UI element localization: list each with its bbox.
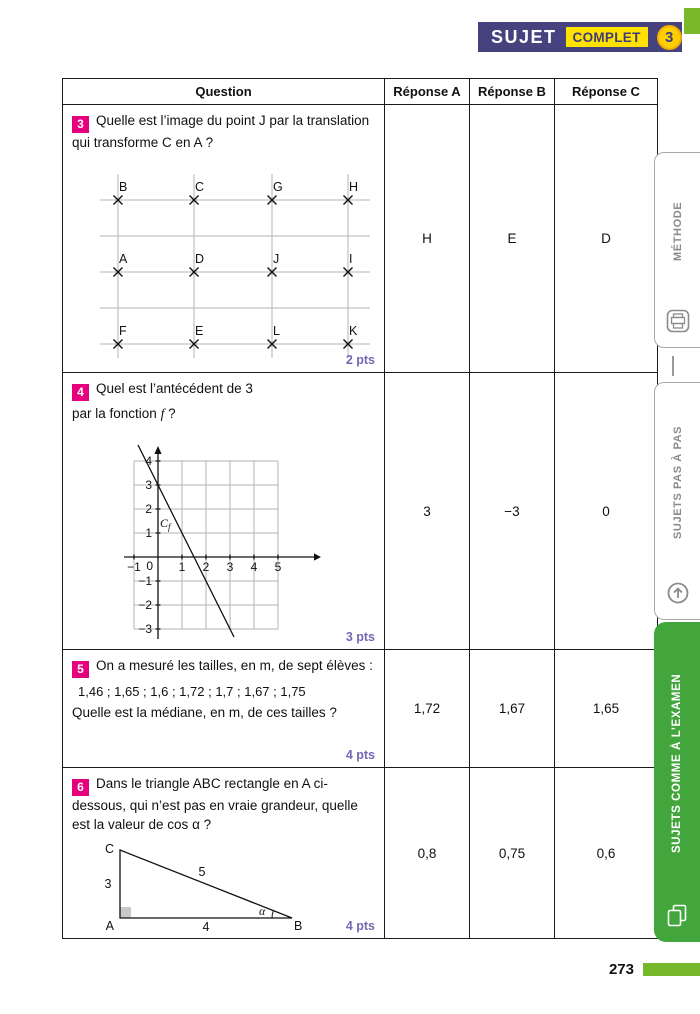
question-cell-q5: [63, 650, 385, 768]
vertex-label-b: B: [294, 919, 303, 934]
graph-grid-lines: [134, 461, 278, 629]
angle-label: α: [259, 904, 266, 919]
answer-a-q3: H: [385, 105, 470, 373]
y-tick-label: −1: [138, 574, 152, 589]
answer-c-q5: 1,65: [555, 650, 658, 768]
answer-a-q6: 0,8: [385, 768, 470, 939]
tab-divider-mark: [672, 356, 674, 376]
x-tick-label: 4: [250, 560, 258, 575]
point-label: K: [349, 324, 358, 339]
points-label: 4 pts: [345, 748, 375, 763]
question-text-q4-line1: [72, 379, 376, 401]
points-label: 4 pts: [345, 919, 375, 934]
question-cell-q6: [63, 768, 385, 939]
point-label: L: [273, 324, 280, 339]
curve-label-main: C: [160, 516, 169, 531]
printer-icon: [666, 309, 690, 338]
function-variable: f: [160, 406, 165, 421]
side-label-left: 3: [104, 877, 112, 892]
side-tab-methode: [654, 152, 700, 348]
translation-grid-figure: [88, 160, 376, 365]
side-tab-label: SUJETS COMME À L’EXAMEN: [671, 673, 683, 853]
side-label-hypotenuse: 5: [198, 865, 206, 880]
question-text-q4-line2: [72, 404, 376, 423]
right-angle-marker: [120, 907, 131, 918]
curve-label: [160, 516, 172, 532]
question-text-q5-line1: [72, 656, 376, 678]
answer-b-q4: −3: [470, 373, 555, 650]
points-label: 3 pts: [345, 630, 375, 645]
y-tick-label: 1: [145, 526, 152, 541]
green-corner-mark: [684, 8, 700, 34]
question-number-badge: 3: [72, 116, 89, 133]
point-label: A: [119, 252, 128, 267]
question-text: ?: [164, 406, 176, 421]
grid-lines: [100, 174, 370, 358]
col-header-reponse-b: Réponse B: [470, 79, 555, 105]
question-number-badge: 5: [72, 661, 89, 678]
right-triangle-figure: [82, 836, 317, 934]
function-line: [138, 445, 234, 637]
answer-a-q4: 3: [385, 373, 470, 650]
table-row-q6: [63, 768, 658, 939]
x-tick-label: 3: [226, 560, 234, 575]
question-cell-q4: [63, 373, 385, 650]
y-tick-label: −2: [138, 598, 152, 613]
question-text: par la fonction: [72, 406, 161, 421]
function-graph-figure: [116, 427, 336, 645]
table-header-row: [63, 79, 658, 105]
point-label: E: [195, 324, 204, 339]
y-axis-arrow: [154, 446, 161, 454]
answer-a-q5: 1,72: [385, 650, 470, 768]
x-axis-arrow: [314, 554, 321, 561]
question-text-q6: [72, 774, 376, 834]
table-row-q4: [63, 373, 658, 650]
answer-c-q3: D: [555, 105, 658, 373]
y-tick-label: 4: [145, 454, 152, 469]
question-text: Quel est l’antécédent de 3: [96, 381, 253, 396]
documents-icon: [666, 904, 688, 933]
x-tick-label: 5: [274, 560, 282, 575]
col-header-question: Question: [63, 79, 385, 105]
triangle-outline: [120, 850, 292, 918]
footer-green-bar: [643, 963, 700, 976]
x-tick-label: −1: [127, 560, 141, 575]
header-sujet-label: SUJET: [491, 26, 557, 47]
question-text-q3: [72, 111, 376, 152]
y-tick-label: 2: [145, 502, 152, 517]
point-label: I: [349, 252, 353, 267]
curve-label-sub: f: [168, 522, 171, 533]
y-tick-label: 3: [145, 478, 152, 493]
arrow-up-circle-icon: [666, 581, 690, 610]
side-label-bottom: 4: [202, 920, 210, 935]
point-label: G: [273, 180, 283, 195]
side-tab-sujets-pas-a-pas: [654, 382, 700, 620]
table-row-q3: [63, 105, 658, 373]
origin-label: 0: [146, 559, 153, 574]
question-text-q5-line3: Quelle est la médiane, en m, de ces tailles ?: [72, 705, 337, 721]
question-text: On a mesuré les tailles, en m, de sept élèves :: [96, 658, 373, 674]
point-label: H: [349, 180, 359, 195]
question-cell-q3: [63, 105, 385, 373]
point-label: F: [119, 324, 127, 339]
answer-c-q4: 0: [555, 373, 658, 650]
question-text: Dans le triangle ABC rectangle en A ci-dessous, qui n’est pas en vraie grandeur, quelle est la valeur de cos α ?: [72, 776, 358, 833]
point-label: C: [195, 180, 205, 195]
answer-b-q6: 0,75: [470, 768, 555, 939]
side-tab-sujets-examen: [654, 622, 700, 942]
question-text: Quelle est l’image du point J par la translation qui transforme C en A ?: [72, 113, 370, 150]
header-band: [478, 22, 682, 52]
header-complet-badge: COMPLET: [566, 27, 648, 47]
angle-arc: [272, 911, 273, 918]
answer-b-q3: E: [470, 105, 555, 373]
question-table: [62, 78, 658, 939]
table-row-q5: [63, 650, 658, 768]
data-values-line: 1,46 ; 1,65 ; 1,6 ; 1,72 ; 1,7 ; 1,67 ; 1,75: [78, 684, 306, 700]
vertex-label-c: C: [104, 842, 114, 857]
point-label: B: [119, 180, 128, 195]
side-tab-label: SUJETS PAS À PAS: [671, 425, 684, 539]
side-tab-label: MÉTHODE: [671, 201, 684, 261]
answer-b-q5: 1,67: [470, 650, 555, 768]
x-tick-label: 2: [202, 560, 210, 575]
col-header-reponse-a: Réponse A: [385, 79, 470, 105]
x-tick-label: 1: [178, 560, 186, 575]
question-number-badge: 4: [72, 384, 89, 401]
header-number-badge: 3: [657, 25, 682, 50]
answer-c-q6: 0,6: [555, 768, 658, 939]
point-label: D: [195, 252, 205, 267]
vertex-label-a: A: [105, 919, 114, 934]
page-number: 273: [608, 961, 634, 978]
points-label: 2 pts: [345, 353, 375, 367]
col-header-reponse-c: Réponse C: [555, 79, 658, 105]
point-label: J: [273, 252, 280, 267]
question-number-badge: 6: [72, 779, 89, 796]
y-tick-label: −3: [138, 622, 152, 637]
